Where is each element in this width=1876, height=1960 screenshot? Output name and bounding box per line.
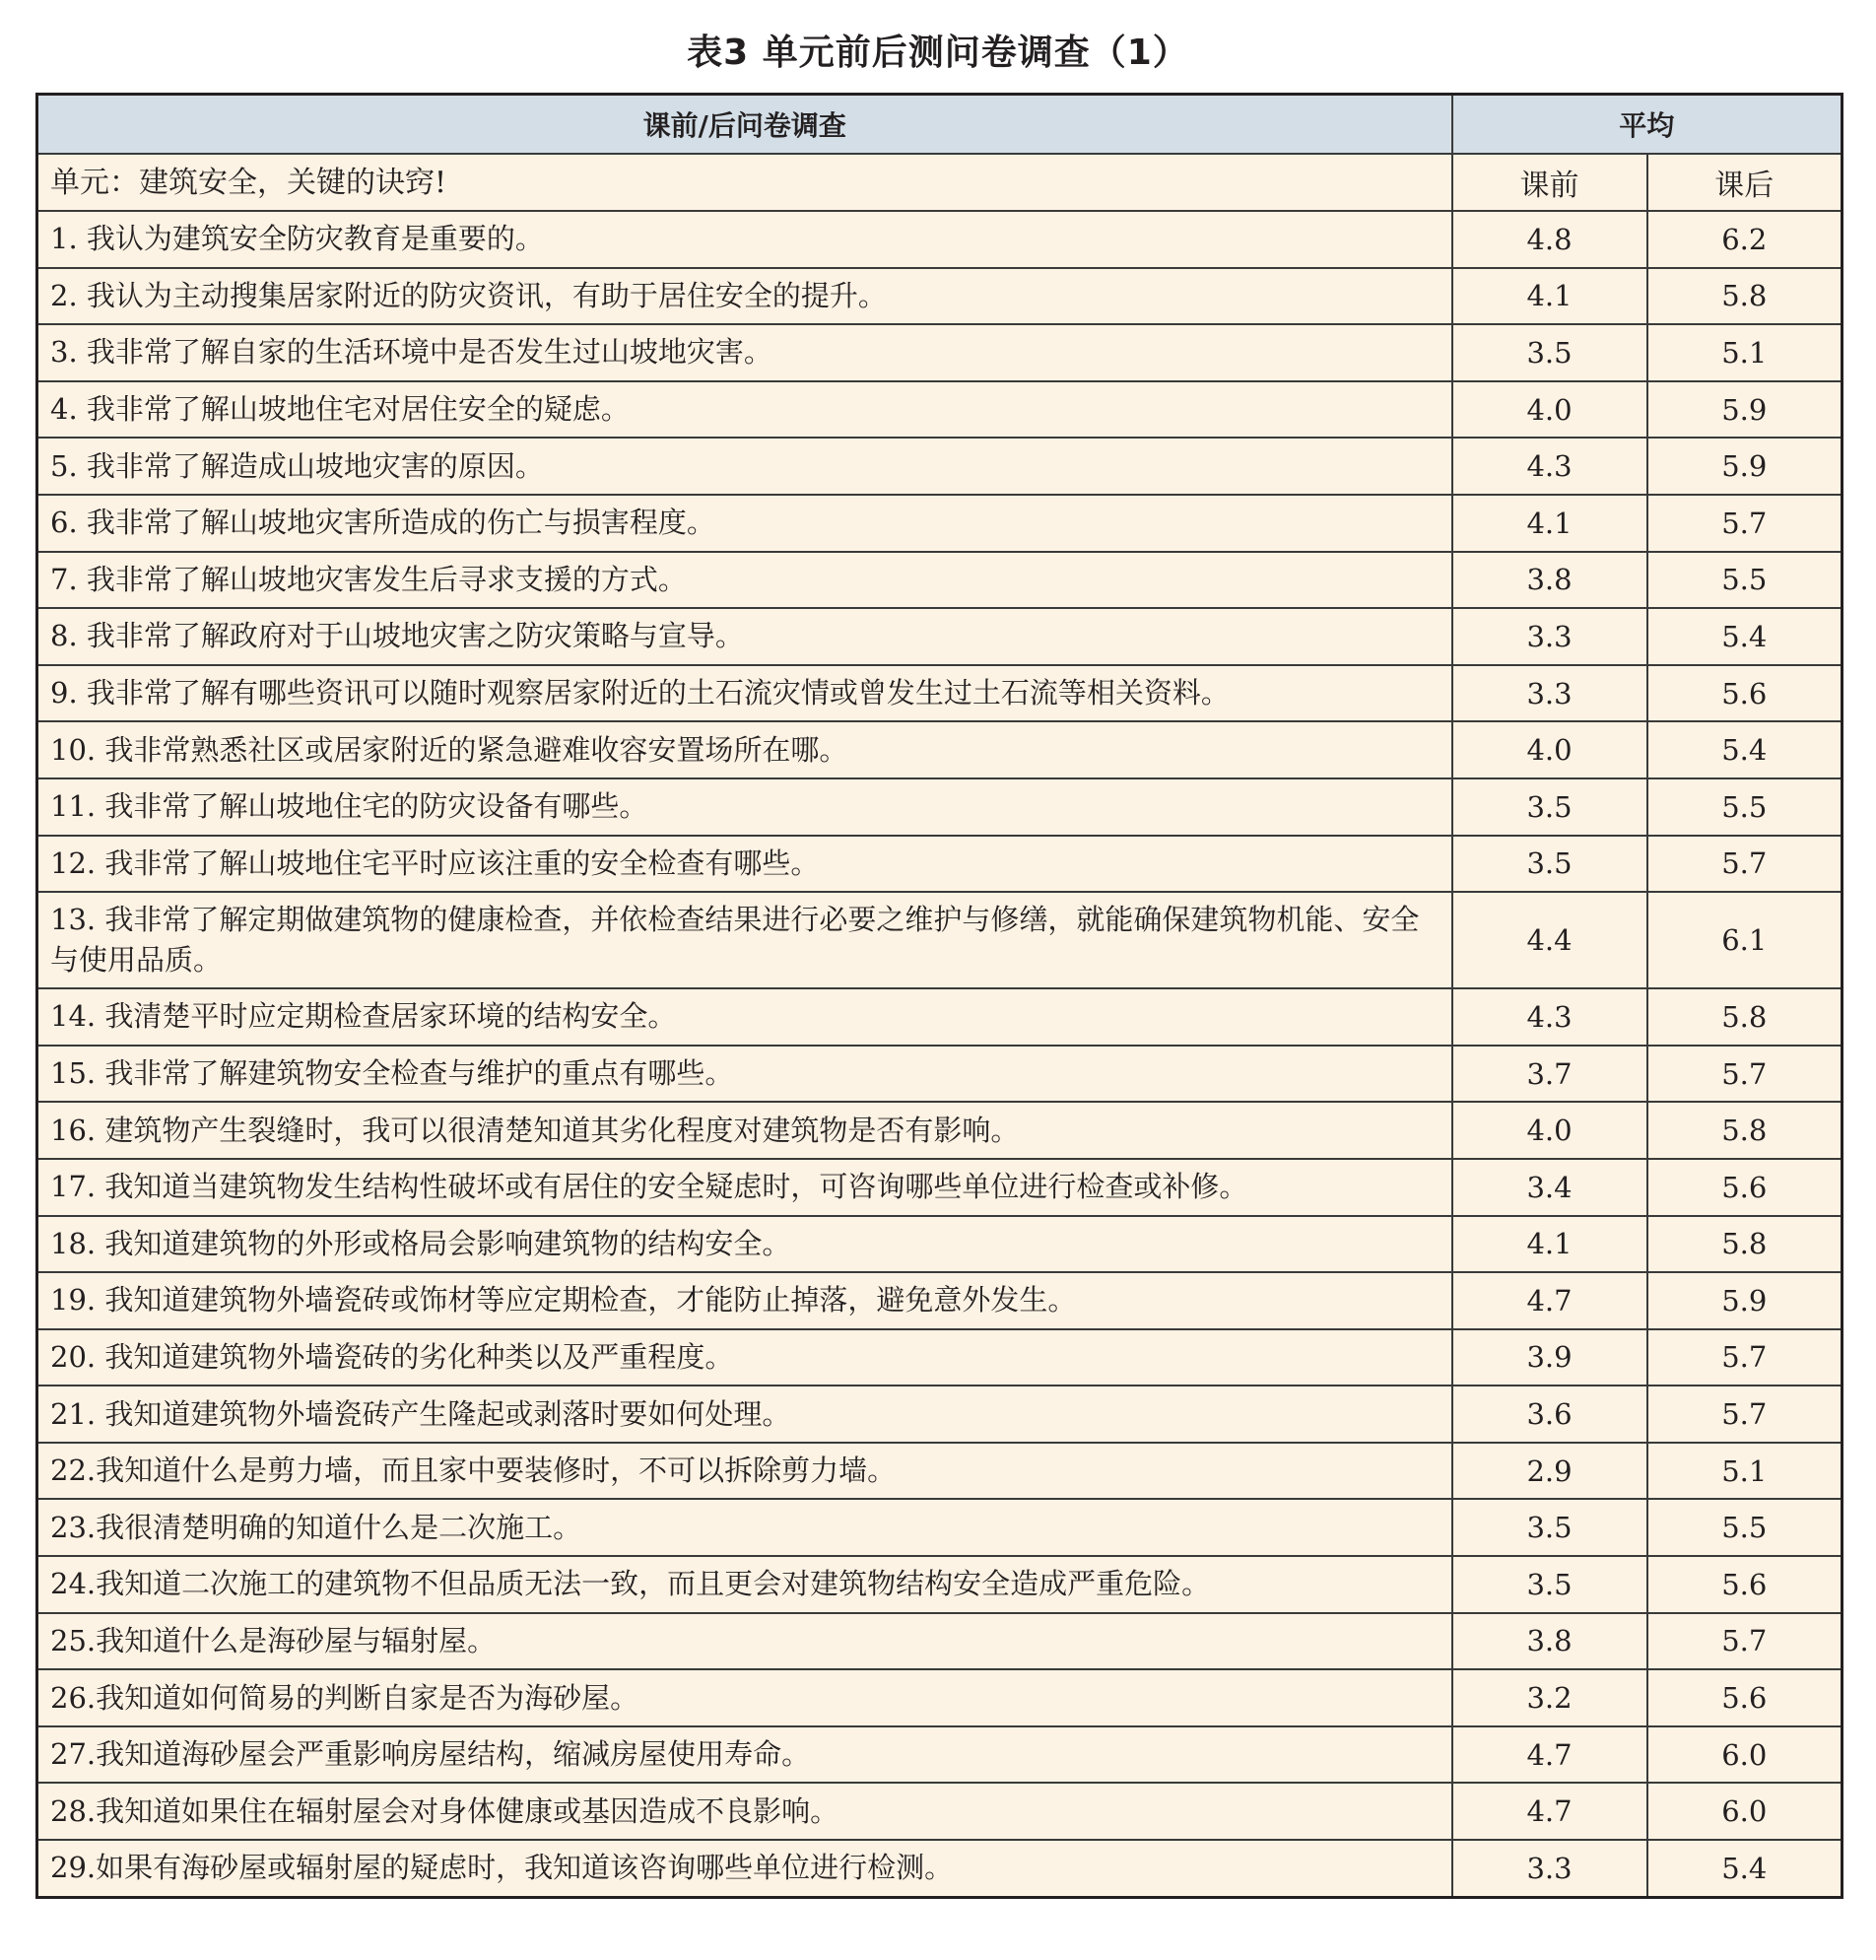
question-text: 8. 我非常了解政府对于山坡地灾害之防灾策略与宣导。 (37, 608, 1452, 665)
pre-score: 3.5 (1452, 324, 1647, 381)
question-text: 2. 我认为主动搜集居家附近的防灾资讯，有助于居住安全的提升。 (37, 268, 1452, 325)
pre-score: 3.3 (1452, 608, 1647, 665)
pre-score: 4.1 (1452, 268, 1647, 325)
table-row (37, 381, 1842, 439)
question-text: 6. 我非常了解山坡地灾害所造成的伤亡与损害程度。 (37, 495, 1452, 552)
pre-score: 4.4 (1452, 892, 1647, 988)
table-row (37, 438, 1842, 495)
post-score: 5.6 (1647, 1556, 1842, 1613)
pre-score: 4.7 (1452, 1783, 1647, 1840)
survey-table (35, 93, 1843, 1899)
table-row (37, 324, 1842, 381)
question-text: 23.我很清楚明确的知道什么是二次施工。 (37, 1499, 1452, 1556)
question-text: 25.我知道什么是海砂屋与辐射屋。 (37, 1613, 1452, 1670)
post-score: 5.8 (1647, 988, 1842, 1046)
post-score: 5.9 (1647, 438, 1842, 495)
post-score: 5.7 (1647, 1386, 1842, 1443)
table-row (37, 721, 1842, 778)
question-text: 27.我知道海砂屋会严重影响房屋结构，缩减房屋使用寿命。 (37, 1726, 1452, 1784)
question-text: 19. 我知道建筑物外墙瓷砖或饰材等应定期检查，才能防止掉落，避免意外发生。 (37, 1272, 1452, 1329)
question-text: 21. 我知道建筑物外墙瓷砖产生隆起或剥落时要如何处理。 (37, 1386, 1452, 1443)
table-row (37, 1159, 1842, 1216)
question-text: 14. 我清楚平时应定期检查居家环境的结构安全。 (37, 988, 1452, 1046)
question-text: 5. 我非常了解造成山坡地灾害的原因。 (37, 438, 1452, 495)
question-text: 17. 我知道当建筑物发生结构性破坏或有居住的安全疑虑时，可咨询哪些单位进行检查或补修。 (37, 1159, 1452, 1216)
question-text: 10. 我非常熟悉社区或居家附近的紧急避难收容安置场所在哪。 (37, 721, 1452, 778)
table-row (37, 608, 1842, 665)
header-average: 平均 (1452, 95, 1842, 155)
pre-score: 3.3 (1452, 665, 1647, 722)
pre-score: 3.4 (1452, 1159, 1647, 1216)
post-score: 5.8 (1647, 1216, 1842, 1273)
post-score: 5.7 (1647, 495, 1842, 552)
question-text: 26.我知道如何简易的判断自家是否为海砂屋。 (37, 1669, 1452, 1726)
post-score: 5.7 (1647, 836, 1842, 893)
question-text: 29.如果有海砂屋或辐射屋的疑虑时，我知道该咨询哪些单位进行检测。 (37, 1840, 1452, 1897)
table-row (37, 1329, 1842, 1386)
table-row (37, 1726, 1842, 1784)
post-score: 5.1 (1647, 1443, 1842, 1500)
question-text: 16. 建筑物产生裂缝时，我可以很清楚知道其劣化程度对建筑物是否有影响。 (37, 1102, 1452, 1159)
pre-score: 3.8 (1452, 552, 1647, 609)
post-score: 6.0 (1647, 1726, 1842, 1784)
table-row (37, 1499, 1842, 1556)
question-text: 22.我知道什么是剪力墙，而且家中要装修时，不可以拆除剪力墙。 (37, 1443, 1452, 1500)
table-caption: 表3 单元前后测问卷调查（1） (687, 33, 1189, 73)
pre-score: 4.1 (1452, 495, 1647, 552)
post-score: 6.1 (1647, 892, 1842, 988)
table-row (37, 552, 1842, 609)
question-text: 24.我知道二次施工的建筑物不但品质无法一致，而且更会对建筑物结构安全造成严重危险。 (37, 1556, 1452, 1613)
table-row (37, 1669, 1842, 1726)
post-score: 5.9 (1647, 1272, 1842, 1329)
post-score: 5.7 (1647, 1329, 1842, 1386)
post-score: 6.0 (1647, 1783, 1842, 1840)
post-score: 5.7 (1647, 1046, 1842, 1103)
pre-score: 4.7 (1452, 1726, 1647, 1784)
table-row (37, 1272, 1842, 1329)
post-score: 5.5 (1647, 1499, 1842, 1556)
post-score: 5.1 (1647, 324, 1842, 381)
table-header-row (37, 95, 1842, 155)
question-text: 15. 我非常了解建筑物安全检查与维护的重点有哪些。 (37, 1046, 1452, 1103)
post-score: 5.9 (1647, 381, 1842, 439)
table-row (37, 778, 1842, 836)
post-score: 5.6 (1647, 1669, 1842, 1726)
question-text: 18. 我知道建筑物的外形或格局会影响建筑物的结构安全。 (37, 1216, 1452, 1273)
question-text: 1. 我认为建筑安全防灾教育是重要的。 (37, 211, 1452, 268)
unit-label: 单元：建筑安全，关键的诀窍! (37, 154, 1452, 211)
pre-score: 4.0 (1452, 381, 1647, 439)
post-score: 5.5 (1647, 778, 1842, 836)
table-row (37, 1783, 1842, 1840)
post-score: 5.4 (1647, 1840, 1842, 1897)
pre-score: 3.5 (1452, 836, 1647, 893)
table-row (37, 1046, 1842, 1103)
question-text: 3. 我非常了解自家的生活环境中是否发生过山坡地灾害。 (37, 324, 1452, 381)
question-text: 4. 我非常了解山坡地住宅对居住安全的疑虑。 (37, 381, 1452, 439)
question-text: 12. 我非常了解山坡地住宅平时应该注重的安全检查有哪些。 (37, 836, 1452, 893)
pre-score: 4.8 (1452, 211, 1647, 268)
pre-score: 3.7 (1452, 1046, 1647, 1103)
post-score: 5.5 (1647, 552, 1842, 609)
pre-score: 4.1 (1452, 1216, 1647, 1273)
post-score: 5.8 (1647, 1102, 1842, 1159)
pre-score: 3.9 (1452, 1329, 1647, 1386)
table-row (37, 1613, 1842, 1670)
pre-score: 3.6 (1452, 1386, 1647, 1443)
pre-score: 3.3 (1452, 1840, 1647, 1897)
post-score: 5.8 (1647, 268, 1842, 325)
post-score: 5.4 (1647, 721, 1842, 778)
question-text: 20. 我知道建筑物外墙瓷砖的劣化种类以及严重程度。 (37, 1329, 1452, 1386)
table-row (37, 211, 1842, 268)
pre-score: 4.0 (1452, 1102, 1647, 1159)
post-score: 5.7 (1647, 1613, 1842, 1670)
table-row (37, 1102, 1842, 1159)
table-row (37, 988, 1842, 1046)
header-survey: 课前/后问卷调查 (37, 95, 1452, 155)
pre-score: 4.0 (1452, 721, 1647, 778)
question-text: 7. 我非常了解山坡地灾害发生后寻求支援的方式。 (37, 552, 1452, 609)
table-row (37, 1443, 1842, 1500)
table-row (37, 1840, 1842, 1897)
question-text: 13. 我非常了解定期做建筑物的健康检查，并依检查结果进行必要之维护与修缮，就能确保建筑物机能、安全与使用品质。 (37, 892, 1452, 988)
table-row (37, 665, 1842, 722)
pre-score: 2.9 (1452, 1443, 1647, 1500)
table-row (37, 495, 1842, 552)
pre-score: 3.5 (1452, 1556, 1647, 1613)
table-row (37, 892, 1842, 988)
pre-score: 4.3 (1452, 988, 1647, 1046)
table-row (37, 1216, 1842, 1273)
table-row (37, 836, 1842, 893)
pre-score: 3.5 (1452, 778, 1647, 836)
table-row (37, 1386, 1842, 1443)
header-post: 课后 (1647, 154, 1842, 211)
pre-score: 3.2 (1452, 1669, 1647, 1726)
pre-score: 4.3 (1452, 438, 1647, 495)
question-text: 28.我知道如果住在辐射屋会对身体健康或基因造成不良影响。 (37, 1783, 1452, 1840)
post-score: 6.2 (1647, 211, 1842, 268)
table-row (37, 268, 1842, 325)
unit-row (37, 154, 1842, 211)
question-text: 11. 我非常了解山坡地住宅的防灾设备有哪些。 (37, 778, 1452, 836)
table-row (37, 1556, 1842, 1613)
post-score: 5.6 (1647, 665, 1842, 722)
pre-score: 3.8 (1452, 1613, 1647, 1670)
question-text: 9. 我非常了解有哪些资讯可以随时观察居家附近的土石流灾情或曾发生过土石流等相关资料。 (37, 665, 1452, 722)
post-score: 5.4 (1647, 608, 1842, 665)
table-body (37, 154, 1842, 1897)
pre-score: 3.5 (1452, 1499, 1647, 1556)
pre-score: 4.7 (1452, 1272, 1647, 1329)
post-score: 5.6 (1647, 1159, 1842, 1216)
header-pre: 课前 (1452, 154, 1647, 211)
